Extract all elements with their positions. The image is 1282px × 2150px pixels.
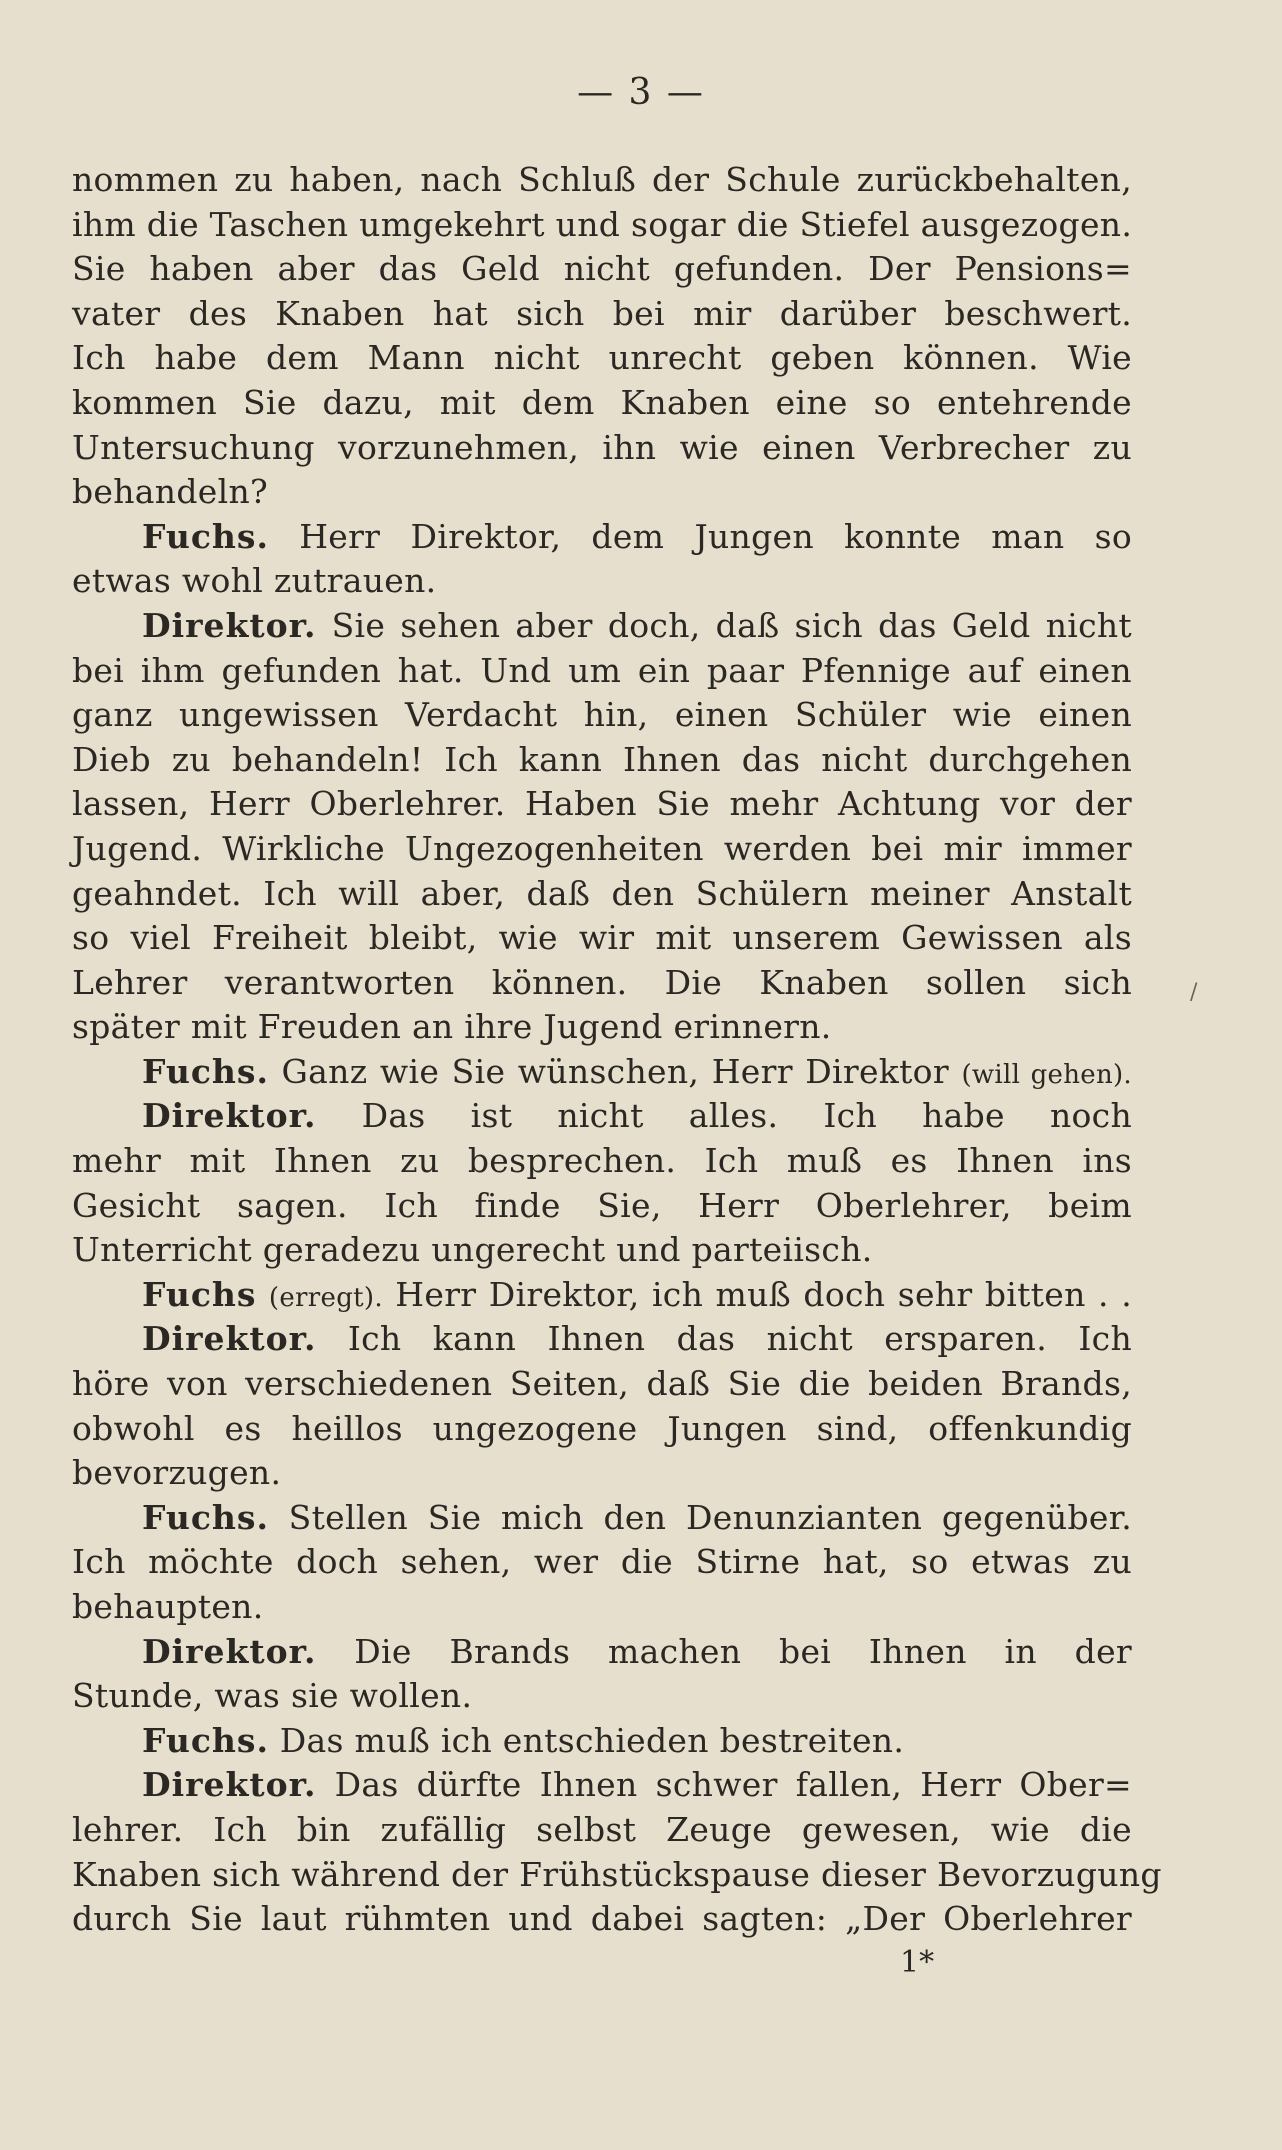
text-line [72, 1094, 1132, 1139]
text-line [72, 1451, 1132, 1496]
text-line [72, 336, 1132, 381]
line-text: Unterricht geradezu ungerecht und parteiisch. [72, 1230, 873, 1270]
text-line [72, 1540, 1132, 1585]
line-text: geahndet. Ich will aber, daß den Schülern meiner Anstalt [72, 873, 1132, 913]
text-line [72, 782, 1132, 827]
line-text: Jugend. Wirkliche Ungezogenheiten werden bei mir immer [72, 828, 1132, 868]
text-line [72, 247, 1132, 292]
text-line [72, 872, 1132, 917]
line-text: obwohl es heillos ungezogene Jungen sind, offenkundig [72, 1408, 1132, 1448]
text-line [72, 292, 1132, 337]
stage-direction: (will gehen). [961, 1059, 1132, 1090]
margin-mark: / [1190, 980, 1198, 1005]
text-line [72, 1808, 1132, 1853]
line-text: etwas wohl zutrauen. [72, 561, 437, 601]
line-text: nommen zu haben, nach Schluß der Schule zurückbehalten, [72, 160, 1132, 199]
line-text: Herr Direktor, ich muß doch sehr bitten . . [382, 1274, 1132, 1314]
text-line [72, 515, 1132, 560]
text-line [72, 961, 1132, 1006]
text-line [72, 1184, 1132, 1229]
text-line [72, 1228, 1132, 1273]
text-line [72, 1050, 1132, 1095]
text-line [72, 559, 1132, 604]
line-text: mehr mit Ihnen zu besprechen. Ich muß es Ihnen ins [72, 1141, 1132, 1181]
line-text: Das ist nicht alles. Ich habe noch [316, 1096, 1132, 1136]
line-text: Stellen Sie mich den Denunzianten gegenüber. [269, 1497, 1132, 1537]
speaker-name: Fuchs. [142, 516, 269, 556]
line-text: behandeln? [72, 472, 268, 512]
line-text: höre von verschiedenen Seiten, daß Sie die beiden Brands, [72, 1364, 1132, 1404]
line-text: Dieb zu behandeln! Ich kann Ihnen das nicht durchgehen [72, 739, 1132, 779]
line-text: Stunde, was sie wollen. [72, 1676, 473, 1716]
line-text: Herr Direktor, dem Jungen konnte man so [269, 516, 1132, 556]
text-line [72, 470, 1132, 515]
speaker-name: Direktor. [142, 1096, 317, 1136]
page-number: — 3 — [577, 72, 705, 113]
page-body [72, 158, 1162, 1942]
speaker-name: Fuchs. [142, 1497, 269, 1537]
text-line [72, 381, 1132, 426]
line-text: bei ihm gefunden hat. Und um ein paar Pfennige auf einen [72, 650, 1132, 690]
stage-direction: (erregt). [268, 1282, 383, 1313]
text-line [72, 1719, 1132, 1764]
text-line [72, 1585, 1132, 1630]
text-line [72, 738, 1132, 783]
line-text: Knaben sich während der Frühstückspause dieser Bevorzugung [72, 1854, 1162, 1894]
speaker-name: Direktor. [142, 1631, 317, 1671]
line-text: Ich habe dem Mann nicht unrecht geben können. Wie [72, 338, 1132, 378]
text-line [72, 1763, 1132, 1808]
line-text: Ich möchte doch sehen, wer die Stirne hat, so etwas zu [72, 1542, 1132, 1582]
text-line [72, 1407, 1132, 1452]
text-line [72, 1853, 1162, 1898]
line-text: vater des Knaben hat sich bei mir darüber beschwert. [72, 293, 1132, 333]
line-text: Lehrer verantworten können. Die Knaben sollen sich [72, 962, 1132, 1002]
line-text: Sie haben aber das Geld nicht gefunden. Der Pensions= [72, 249, 1132, 289]
line-text: später mit Freuden an ihre Jugend erinnern. [72, 1007, 832, 1047]
line-text: kommen Sie dazu, mit dem Knaben eine so entehrende [72, 382, 1132, 422]
text-line [72, 203, 1132, 248]
line-text: durch Sie laut rühmten und dabei sagten: „Der Oberlehrer [72, 1899, 1132, 1939]
line-text: Ganz wie Sie wünschen, Herr Direktor [269, 1051, 962, 1091]
line-text: Untersuchung vorzunehmen, ihn wie einen Verbrecher zu [72, 427, 1132, 467]
line-text: Ich kann Ihnen das nicht ersparen. Ich [316, 1319, 1132, 1359]
text-line [72, 649, 1132, 694]
speaker-name: Direktor. [142, 1319, 317, 1359]
text-line [72, 1273, 1132, 1318]
text-line [72, 1362, 1132, 1407]
line-text: lehrer. Ich bin zufällig selbst Zeuge gewesen, wie die [72, 1809, 1132, 1849]
line-text: Die Brands machen bei Ihnen in der [316, 1631, 1132, 1671]
speaker-name: Fuchs [142, 1274, 257, 1314]
text-line [72, 604, 1132, 649]
speaker-name: Fuchs. [142, 1051, 269, 1091]
line-text: Sie sehen aber doch, daß sich das Geld nicht [316, 605, 1132, 645]
line-text: bevorzugen. [72, 1453, 282, 1493]
line-text: ganz ungewissen Verdacht hin, einen Schüler wie einen [72, 695, 1132, 735]
text-line [72, 1630, 1132, 1675]
signature-mark: 1* [900, 1945, 935, 1980]
line-text: Das dürfte Ihnen schwer fallen, Herr Ober= [316, 1765, 1132, 1805]
speaker-name: Direktor. [142, 605, 317, 645]
text-line [72, 1005, 1132, 1050]
speaker-name: Direktor. [142, 1765, 317, 1805]
text-line [72, 1674, 1132, 1719]
line-text: ihm die Taschen umgekehrt und sogar die Stiefel ausgezogen. [72, 204, 1133, 244]
text-line [72, 1139, 1132, 1184]
text-line [72, 158, 1132, 203]
text-line [72, 827, 1132, 872]
text-line [72, 1496, 1132, 1541]
line-text: Das muß ich entschieden bestreiten. [269, 1720, 905, 1760]
line-text: lassen, Herr Oberlehrer. Haben Sie mehr Achtung vor der [72, 784, 1132, 824]
line-text [257, 1275, 269, 1314]
line-text: behaupten. [72, 1587, 264, 1626]
text-line [72, 1317, 1132, 1362]
text-line [72, 426, 1132, 471]
line-text: so viel Freiheit bleibt, wie wir mit unserem Gewissen als [72, 918, 1132, 958]
line-text: Gesicht sagen. Ich finde Sie, Herr Oberlehrer, beim [72, 1185, 1132, 1225]
speaker-name: Fuchs. [142, 1720, 269, 1760]
text-line [72, 1897, 1132, 1942]
text-line [72, 916, 1132, 961]
text-line [72, 693, 1132, 738]
